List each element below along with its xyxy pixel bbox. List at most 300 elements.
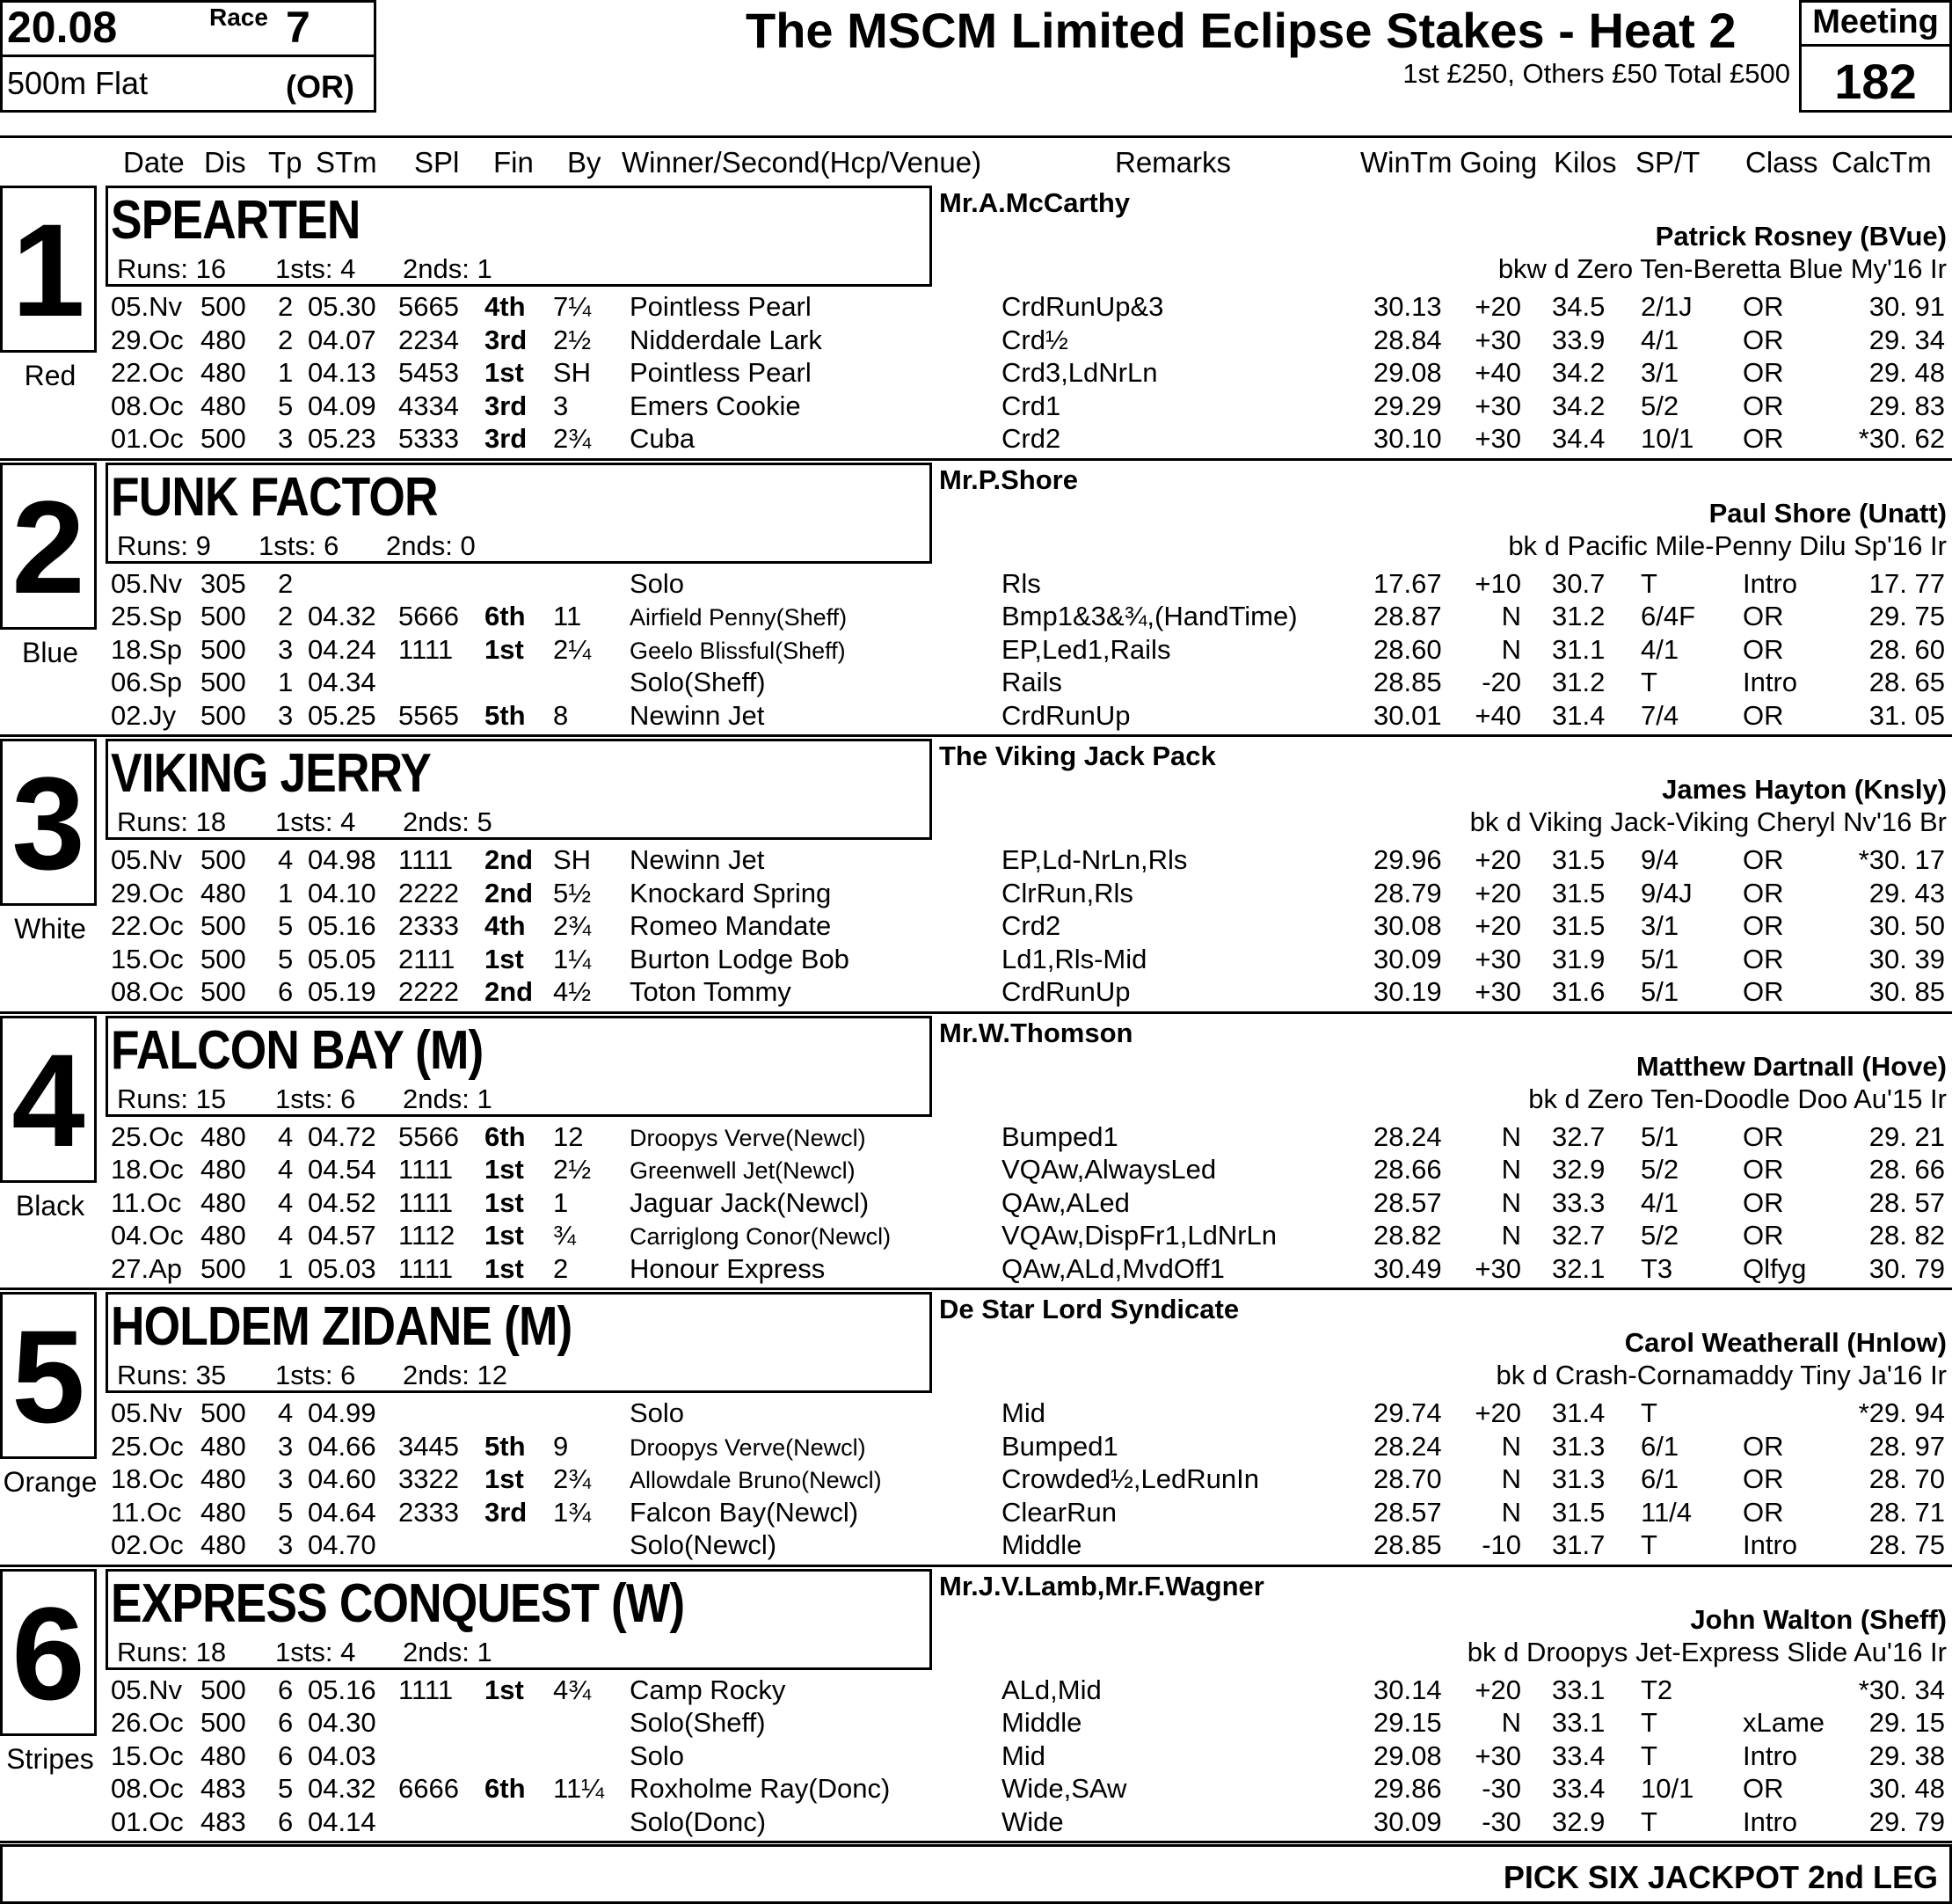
form-spl: 5566	[398, 1120, 459, 1152]
form-winner: Falcon Bay(Newcl)	[630, 1496, 859, 1528]
form-date: 05.Nv	[111, 1674, 182, 1705]
form-spt: 11/4	[1641, 1496, 1693, 1528]
form-wintm: 28.24	[1373, 1120, 1442, 1152]
form-spt: 4/1	[1641, 1186, 1679, 1218]
form-tp: 3	[278, 1463, 294, 1495]
form-remarks: Ld1,Rls-Mid	[1001, 943, 1147, 974]
form-tp: 6	[278, 976, 294, 1008]
form-calctm: 29. 43	[1868, 877, 1945, 908]
form-calctm: 30. 79	[1868, 1252, 1945, 1284]
form-going: N	[1501, 1154, 1521, 1185]
breeding: bk d Pacific Mile-Penny Dilu Sp'16 Ir	[1508, 529, 1947, 561]
form-calctm: *30. 34	[1858, 1674, 1945, 1705]
form-spt: T	[1641, 567, 1657, 599]
owner: De Star Lord Syndicate	[939, 1294, 1240, 1324]
block-separator	[0, 1565, 1952, 1567]
form-spl: 1111	[398, 844, 454, 875]
form-spl: 3322	[398, 1463, 459, 1495]
form-class: OR	[1743, 1120, 1784, 1152]
form-spl: 3445	[398, 1430, 459, 1462]
form-class: OR	[1743, 1773, 1784, 1805]
form-dis: 480	[200, 1463, 246, 1495]
form-remarks: CrdRunUp&3	[1001, 291, 1164, 322]
form-row	[0, 357, 1952, 390]
form-tp: 6	[278, 1740, 294, 1771]
runs-count: Runs: 15	[117, 1083, 227, 1114]
form-kilos: 34.2	[1552, 390, 1606, 421]
form-spl: 1112	[398, 1220, 455, 1251]
dog-name: FALCON BAY (M)	[111, 1019, 484, 1081]
form-date: 11.Oc	[111, 1496, 182, 1528]
form-going: +30	[1475, 1740, 1521, 1771]
form-stm: 05.30	[308, 291, 376, 322]
form-fin: 3rd	[484, 324, 528, 355]
col-class: Class	[1745, 146, 1818, 179]
form-dis: 500	[200, 633, 246, 665]
form-spt: 4/1	[1641, 633, 1679, 665]
breeding: bk d Droopys Jet-Express Slide Au'16 Ir	[1467, 1636, 1947, 1667]
form-wintm: 28.85	[1373, 1529, 1442, 1561]
form-class: OR	[1743, 324, 1784, 355]
form-class: OR	[1743, 1220, 1784, 1251]
form-calctm: 30. 39	[1868, 943, 1945, 974]
form-date: 05.Nv	[111, 1397, 182, 1428]
form-spl: 1111	[398, 1154, 454, 1185]
form-class: OR	[1743, 910, 1784, 942]
runner-block	[0, 463, 1952, 740]
form-remarks: Wide,SAw	[1001, 1773, 1127, 1805]
form-by: 1	[553, 1186, 569, 1218]
form-tp: 5	[278, 390, 294, 421]
form-wintm: 30.09	[1373, 943, 1442, 974]
form-wintm: 17.67	[1373, 567, 1442, 599]
form-kilos: 33.4	[1552, 1773, 1606, 1805]
form-by: 2¼	[553, 633, 592, 665]
col-spl: SPl	[414, 146, 460, 179]
form-tp: 2	[278, 567, 294, 599]
form-tp: 4	[278, 1120, 294, 1152]
form-fin: 6th	[484, 1120, 526, 1152]
runner-block	[0, 186, 1952, 463]
form-spt: 9/4J	[1641, 877, 1693, 908]
trap-color: White	[14, 913, 86, 945]
form-calctm: 28. 70	[1868, 1463, 1945, 1495]
form-winner: Nidderdale Lark	[630, 324, 822, 355]
form-winner: Toton Tommy	[630, 976, 791, 1008]
form-spt: 5/1	[1641, 943, 1679, 974]
form-by: SH	[553, 844, 592, 875]
form-class: OR	[1743, 390, 1784, 421]
form-date: 27.Ap	[111, 1252, 183, 1284]
form-spt: 5/2	[1641, 1220, 1679, 1251]
seconds-count: 2nds: 1	[403, 1083, 492, 1114]
form-tp: 3	[278, 633, 294, 665]
form-class: OR	[1743, 1496, 1784, 1528]
form-dis: 480	[200, 1430, 246, 1462]
form-dis: 500	[200, 291, 246, 322]
form-date: 15.Oc	[111, 1740, 184, 1771]
form-row	[0, 944, 1952, 976]
form-dis: 500	[200, 1707, 246, 1739]
form-class: OR	[1743, 844, 1784, 875]
col-going: Going	[1460, 146, 1538, 179]
form-kilos: 31.5	[1552, 877, 1606, 908]
form-spt: 5/1	[1641, 1120, 1679, 1152]
form-spt: 5/1	[1641, 976, 1679, 1008]
form-spl: 1111	[398, 1252, 454, 1284]
form-date: 01.Oc	[111, 1806, 184, 1837]
form-remarks: Middle	[1001, 1707, 1082, 1739]
form-spl: 1111	[398, 633, 454, 665]
form-fin: 1st	[484, 357, 524, 389]
form-tp: 6	[278, 1806, 294, 1837]
form-going: +30	[1475, 943, 1521, 974]
form-fin: 3rd	[484, 1496, 528, 1528]
form-row	[0, 1253, 1952, 1286]
col-date: Date	[123, 146, 185, 179]
form-stm: 04.72	[308, 1120, 376, 1152]
form-kilos: 30.7	[1552, 567, 1606, 599]
form-date: 08.Oc	[111, 976, 184, 1008]
form-tp: 4	[278, 1397, 294, 1428]
form-spt: 9/4	[1641, 844, 1679, 875]
firsts-count: 1sts: 4	[275, 806, 356, 837]
col-wintm: WinTm	[1360, 146, 1453, 179]
form-class: OR	[1743, 1186, 1784, 1218]
form-by: 2¾	[553, 1463, 592, 1495]
form-kilos: 34.4	[1552, 423, 1606, 455]
form-wintm: 29.08	[1373, 357, 1442, 389]
trap-number: 5	[11, 1302, 85, 1450]
form-dis: 480	[200, 324, 246, 355]
form-tp: 4	[278, 844, 294, 875]
form-by: SH	[553, 357, 592, 389]
form-by: 9	[553, 1430, 569, 1462]
form-wintm: 29.74	[1373, 1397, 1442, 1428]
form-date: 05.Nv	[111, 567, 182, 599]
form-remarks: CrdRunUp	[1001, 699, 1131, 731]
breeding: bk d Crash-Cornamaddy Tiny Ja'16 Ir	[1496, 1360, 1947, 1390]
form-wintm: 30.01	[1373, 699, 1442, 731]
form-class: OR	[1743, 423, 1784, 455]
form-kilos: 31.1	[1552, 633, 1606, 665]
meeting-divider	[1799, 44, 1952, 47]
form-spl: 2333	[398, 910, 459, 942]
col-calctm: CalcTm	[1832, 146, 1932, 179]
form-spt: T	[1641, 1740, 1657, 1771]
firsts-count: 1sts: 6	[275, 1083, 356, 1114]
form-remarks: CrdRunUp	[1001, 976, 1131, 1008]
form-dis: 500	[200, 976, 246, 1008]
dog-name: SPEARTEN	[111, 190, 361, 251]
form-date: 29.Oc	[111, 877, 184, 908]
form-fin: 6th	[484, 601, 526, 632]
form-class: OR	[1743, 877, 1784, 908]
form-class: OR	[1743, 601, 1784, 632]
col-by: By	[567, 146, 601, 179]
form-winner: Camp Rocky	[630, 1674, 786, 1705]
form-wintm: 28.79	[1373, 877, 1442, 908]
form-calctm: *30. 62	[1858, 423, 1945, 455]
form-date: 05.Nv	[111, 844, 182, 875]
form-kilos: 32.7	[1552, 1220, 1606, 1251]
form-calctm: 28. 82	[1868, 1220, 1945, 1251]
form-spt: 10/1	[1641, 423, 1694, 455]
form-wintm: 28.57	[1373, 1186, 1442, 1218]
form-wintm: 29.29	[1373, 390, 1442, 421]
form-dis: 500	[200, 910, 246, 942]
form-going: N	[1501, 1120, 1521, 1152]
form-kilos: 31.3	[1552, 1430, 1606, 1462]
form-row	[0, 325, 1952, 357]
form-remarks: Bumped1	[1001, 1120, 1118, 1152]
form-spt: 7/4	[1641, 699, 1679, 731]
form-remarks: Mid	[1001, 1397, 1045, 1428]
form-wintm: 28.66	[1373, 1154, 1442, 1185]
form-dis: 500	[200, 844, 246, 875]
form-dis: 480	[200, 1154, 246, 1185]
form-going: N	[1501, 1220, 1521, 1251]
form-tp: 3	[278, 699, 294, 731]
form-tp: 5	[278, 943, 294, 974]
form-tp: 2	[278, 324, 294, 355]
form-stm: 04.66	[308, 1430, 376, 1462]
form-row	[0, 634, 1952, 667]
owner: Mr.W.Thomson	[939, 1017, 1133, 1048]
form-winner: Solo	[630, 567, 685, 599]
firsts-count: 1sts: 6	[259, 529, 339, 561]
form-spt: T	[1641, 1529, 1657, 1561]
form-date: 05.Nv	[111, 291, 182, 322]
form-class: OR	[1743, 1430, 1784, 1462]
form-remarks: EP,Ld-NrLn,Rls	[1001, 844, 1188, 875]
form-calctm: 17. 77	[1868, 567, 1945, 599]
form-row	[0, 1397, 1952, 1430]
form-class: Intro	[1743, 567, 1798, 599]
header-rule	[0, 135, 1952, 138]
form-row	[0, 1773, 1952, 1806]
form-date: 02.Jy	[111, 699, 177, 731]
race-title: The MSCM Limited Eclipse Stakes - Heat 2	[746, 3, 1737, 58]
form-fin: 1st	[484, 1463, 524, 1495]
form-row	[0, 1154, 1952, 1186]
col-winner: Winner/Second(Hcp/Venue)	[622, 146, 982, 179]
form-kilos: 32.7	[1552, 1120, 1606, 1152]
form-remarks: VQAw,AlwaysLed	[1001, 1154, 1217, 1185]
form-going: -10	[1482, 1529, 1521, 1561]
form-row	[0, 976, 1952, 1009]
form-dis: 480	[200, 390, 246, 421]
form-stm: 04.70	[308, 1529, 376, 1561]
form-spt: T	[1641, 1806, 1657, 1837]
form-winner: Airfield Penny(Sheff)	[630, 604, 848, 631]
form-spl: 5666	[398, 601, 459, 632]
form-wintm: 29.86	[1373, 1773, 1442, 1805]
runs-count: Runs: 18	[117, 806, 227, 837]
form-dis: 500	[200, 943, 246, 974]
form-class: OR	[1743, 699, 1784, 731]
trap-color: Orange	[3, 1466, 98, 1498]
form-winner: Newinn Jet	[630, 699, 765, 731]
form-date: 22.Oc	[111, 357, 184, 389]
form-remarks: EP,Led1,Rails	[1001, 633, 1171, 665]
form-calctm: 28. 75	[1868, 1529, 1945, 1561]
breeding: bk d Zero Ten-Doodle Doo Au'15 Ir	[1528, 1083, 1947, 1114]
form-remarks: ALd,Mid	[1001, 1674, 1102, 1705]
form-wintm: 30.09	[1373, 1806, 1442, 1837]
form-winner: Greenwell Jet(Newcl)	[630, 1157, 856, 1185]
form-dis: 480	[200, 357, 246, 389]
form-calctm: 29. 75	[1868, 601, 1945, 632]
form-stm: 04.99	[308, 1397, 376, 1428]
form-calctm: 30. 48	[1868, 1773, 1945, 1805]
form-remarks: Crd2	[1001, 423, 1061, 455]
form-spt: 6/1	[1641, 1463, 1679, 1495]
form-kilos: 31.6	[1552, 976, 1606, 1008]
col-stm: STm	[316, 146, 377, 179]
form-calctm: 29. 21	[1868, 1120, 1945, 1152]
form-winner: Pointless Pearl	[630, 291, 812, 322]
form-calctm: 31. 05	[1868, 699, 1945, 731]
form-by: 1¼	[553, 943, 592, 974]
form-kilos: 31.3	[1552, 1463, 1606, 1495]
form-going: +30	[1475, 324, 1521, 355]
form-remarks: Crd2	[1001, 910, 1061, 942]
form-calctm: 28. 71	[1868, 1496, 1945, 1528]
trap-color: Black	[15, 1189, 85, 1222]
form-going: -20	[1482, 667, 1521, 698]
trainer: Matthew Dartnall (Hove)	[1635, 1050, 1947, 1082]
seconds-count: 2nds: 5	[403, 806, 492, 837]
form-wintm: 30.10	[1373, 423, 1442, 455]
form-by: 2¾	[553, 423, 592, 455]
form-fin: 1st	[484, 943, 524, 974]
form-fin: 4th	[484, 291, 526, 322]
form-winner: Solo(Donc)	[630, 1806, 767, 1837]
form-class: OR	[1743, 291, 1784, 322]
form-dis: 500	[200, 667, 246, 698]
form-row	[0, 667, 1952, 699]
form-wintm: 29.08	[1373, 1740, 1442, 1771]
form-kilos: 32.1	[1552, 1252, 1606, 1284]
col-remarks: Remarks	[1115, 146, 1232, 179]
form-going: +20	[1475, 291, 1521, 322]
form-spt: T	[1641, 1397, 1657, 1428]
form-dis: 480	[200, 1496, 246, 1528]
form-remarks: ClearRun	[1001, 1496, 1117, 1528]
form-stm: 04.14	[308, 1806, 376, 1837]
form-class: OR	[1743, 1154, 1784, 1185]
form-winner: Allowdale Bruno(Newcl)	[630, 1467, 882, 1494]
form-spt: 5/2	[1641, 390, 1679, 421]
form-calctm: *29. 94	[1858, 1397, 1945, 1428]
firsts-count: 1sts: 4	[275, 253, 356, 284]
form-spt: 6/1	[1641, 1430, 1679, 1462]
form-wintm: 28.85	[1373, 667, 1442, 698]
form-going: +30	[1475, 976, 1521, 1008]
form-winner: Solo(Newcl)	[630, 1529, 777, 1561]
form-winner: Emers Cookie	[630, 390, 801, 421]
form-spl: 2222	[398, 877, 459, 908]
form-winner: Solo	[630, 1397, 685, 1428]
form-kilos: 31.5	[1552, 1496, 1606, 1528]
form-date: 08.Oc	[111, 1773, 184, 1805]
form-winner: Cuba	[630, 423, 696, 455]
col-kilos: Kilos	[1554, 146, 1617, 179]
runs-count: Runs: 18	[117, 1636, 227, 1667]
form-wintm: 30.13	[1373, 291, 1442, 322]
form-winner: Honour Express	[630, 1252, 826, 1284]
breeding: bkw d Zero Ten-Beretta Blue My'16 Ir	[1497, 253, 1947, 284]
form-tp: 5	[278, 1496, 294, 1528]
form-date: 29.Oc	[111, 324, 184, 355]
form-by: 7¼	[553, 291, 592, 322]
form-stm: 05.19	[308, 976, 376, 1008]
form-spl: 6666	[398, 1773, 459, 1805]
form-stm: 04.32	[308, 1773, 376, 1805]
form-going: N	[1501, 1463, 1521, 1495]
form-date: 25.Sp	[111, 601, 183, 632]
form-date: 26.Oc	[111, 1707, 184, 1739]
form-fin: 2nd	[484, 976, 534, 1008]
form-wintm: 30.14	[1373, 1674, 1442, 1705]
form-dis: 483	[200, 1806, 246, 1837]
form-row	[0, 1187, 1952, 1220]
form-remarks: Rls	[1001, 567, 1041, 599]
form-going: +10	[1475, 567, 1521, 599]
form-kilos: 33.4	[1552, 1740, 1606, 1771]
trap-number: 2	[11, 472, 85, 621]
form-kilos: 34.2	[1552, 357, 1606, 389]
form-dis: 480	[200, 1529, 246, 1561]
form-row	[0, 1463, 1952, 1496]
form-stm: 04.64	[308, 1496, 376, 1528]
form-dis: 480	[200, 1220, 246, 1251]
form-remarks: Rails	[1001, 667, 1062, 698]
form-date: 18.Oc	[111, 1463, 184, 1495]
form-stm: 05.16	[308, 910, 376, 942]
form-date: 02.Oc	[111, 1529, 184, 1561]
form-tp: 6	[278, 1707, 294, 1739]
form-kilos: 31.4	[1552, 699, 1606, 731]
form-tp: 4	[278, 1186, 294, 1218]
form-winner: Romeo Mandate	[630, 910, 832, 942]
form-stm: 04.10	[308, 877, 376, 908]
form-kilos: 32.9	[1552, 1154, 1606, 1185]
form-winner: Solo	[630, 1740, 685, 1771]
col-dis: Dis	[204, 146, 246, 179]
form-calctm: 29. 83	[1868, 390, 1945, 421]
form-dis: 500	[200, 1252, 246, 1284]
form-spl: 2333	[398, 1496, 459, 1528]
form-stm: 04.57	[308, 1220, 376, 1251]
form-tp: 3	[278, 1529, 294, 1561]
col-tp: Tp	[268, 146, 302, 179]
form-spl: 2111	[398, 943, 455, 974]
trainer: Paul Shore (Unatt)	[1708, 497, 1947, 529]
form-remarks: ClrRun,Rls	[1001, 877, 1133, 908]
form-tp: 3	[278, 1430, 294, 1462]
trap-color: Blue	[21, 636, 79, 668]
form-spt: 6/4F	[1641, 601, 1696, 632]
form-stm: 04.09	[308, 390, 376, 421]
form-remarks: QAw,ALed	[1001, 1186, 1130, 1218]
form-row	[0, 1497, 1952, 1529]
form-wintm: 28.70	[1373, 1463, 1442, 1495]
form-wintm: 28.87	[1373, 601, 1442, 632]
form-winner: Jaguar Jack(Newcl)	[630, 1186, 870, 1218]
owner: Mr.P.Shore	[939, 463, 1078, 495]
